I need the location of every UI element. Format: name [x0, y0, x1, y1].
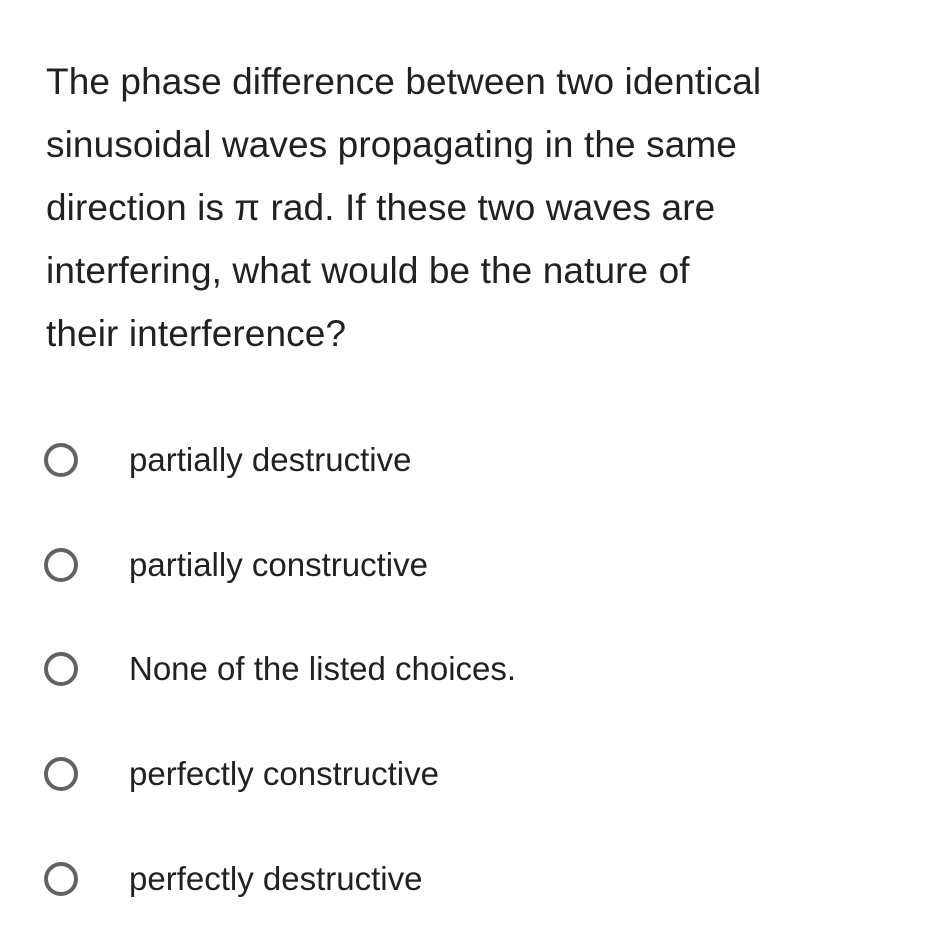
- question-line: direction is π rad. If these two waves are: [46, 187, 716, 228]
- option-partially-destructive[interactable]: [42, 430, 411, 490]
- option-perfectly-constructive[interactable]: [42, 744, 439, 804]
- radio-button-icon[interactable]: [44, 548, 78, 582]
- option-none-of-the-listed[interactable]: [42, 639, 516, 699]
- option-label: partially constructive: [129, 546, 428, 583]
- question-line: sinusoidal waves propagating in the same: [46, 124, 737, 165]
- option-partially-constructive[interactable]: [42, 535, 428, 595]
- radio-button-icon[interactable]: [44, 652, 78, 686]
- option-label: None of the listed choices.: [129, 650, 517, 687]
- question-line: interfering, what would be the nature of: [46, 250, 690, 291]
- radio-button-icon[interactable]: [44, 757, 78, 791]
- option-label: partially destructive: [129, 441, 412, 478]
- option-label: perfectly destructive: [129, 860, 423, 897]
- radio-button-icon[interactable]: [44, 443, 78, 477]
- question-line: The phase difference between two identical: [46, 61, 762, 102]
- option-perfectly-destructive[interactable]: [42, 849, 422, 909]
- option-label: perfectly constructive: [129, 755, 439, 792]
- question-line: their interference?: [46, 313, 347, 354]
- radio-button-icon[interactable]: [44, 862, 78, 896]
